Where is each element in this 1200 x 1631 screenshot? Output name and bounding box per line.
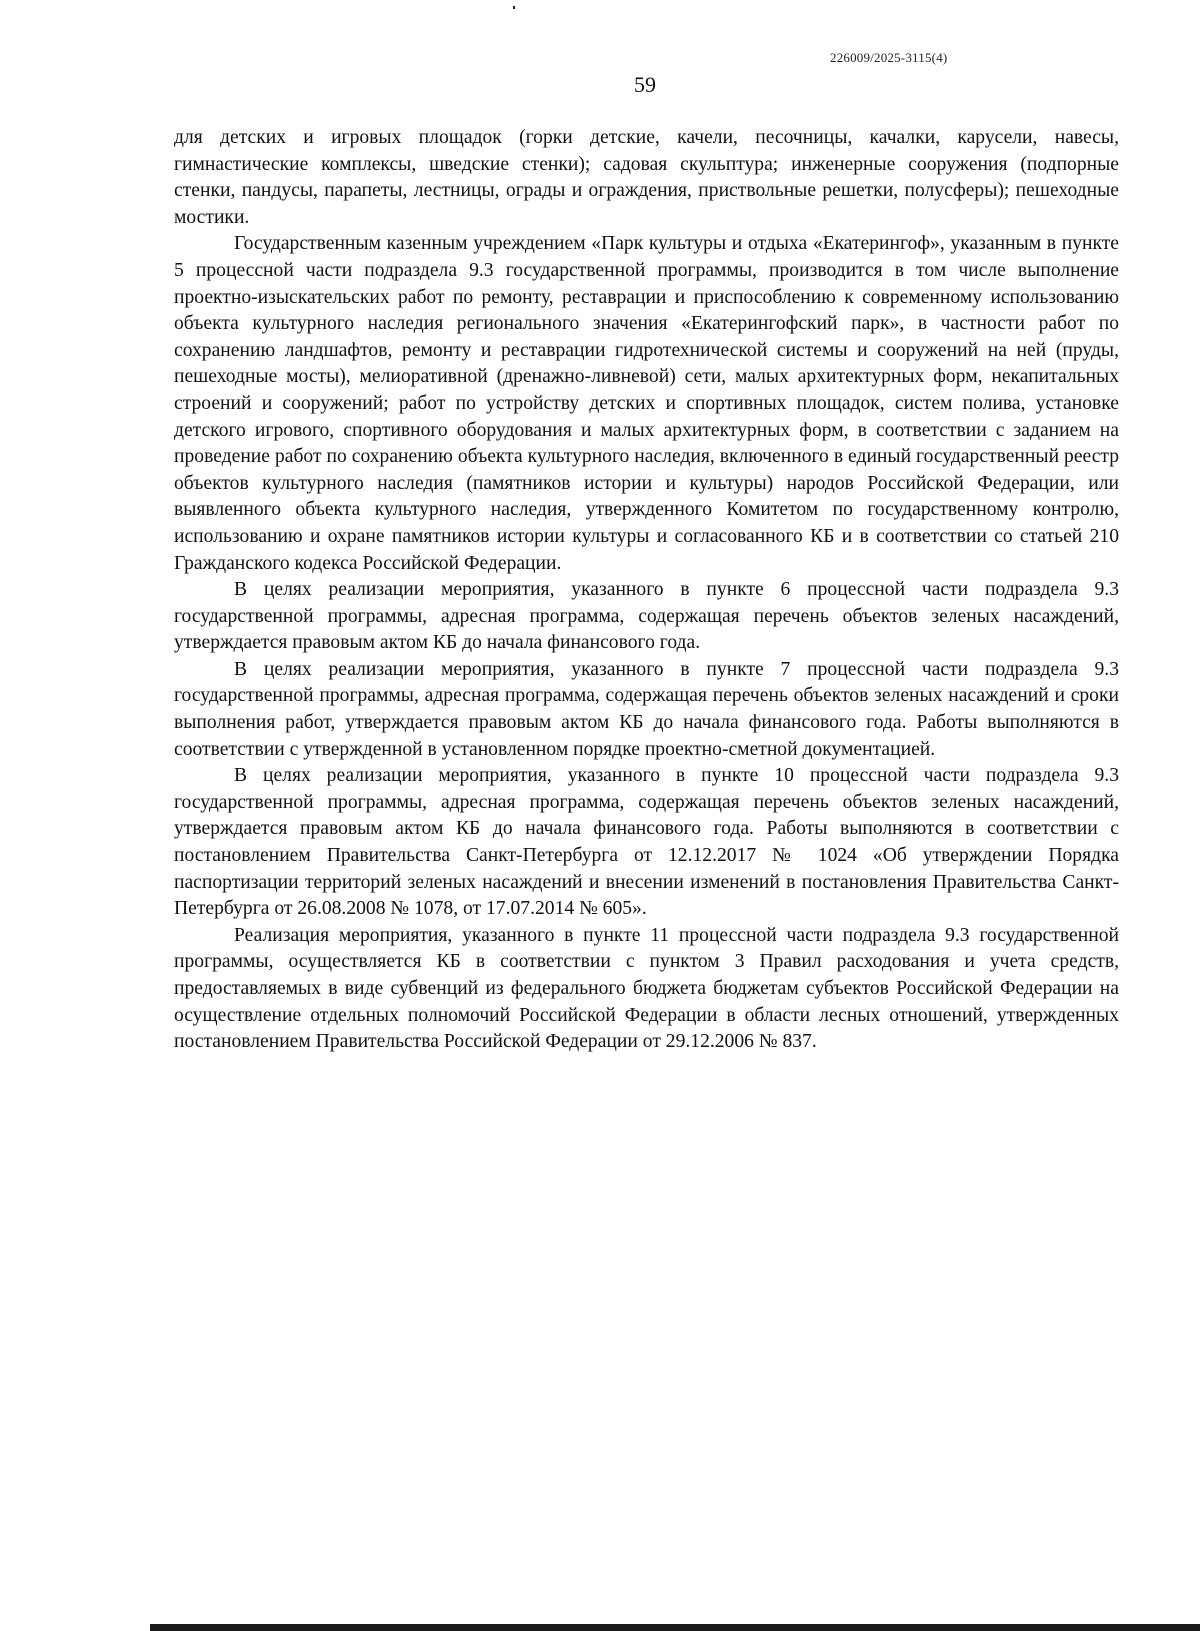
document-body <box>174 125 1119 1056</box>
paragraph-item-11: Реализация мероприятия, указанного в пункте 11 процессной части подраздела 9.3 государственной программы, осуществляется КБ в соответствии с пунктом 3 Правил расходования и учета средств, предоставляемых в виде субвенций из федерального бюджета бюджетам субъектов Российской Федерации на осуществление отдельных полномочий Российской Федерации в области лесных отношений, утвержденных постановлением Правительства Российской Федерации от 29.12.2006 № 837. <box>174 924 1119 1053</box>
scan-artifact-mark <box>513 6 515 9</box>
paragraph-ekateringof-park: Государственным казенным учреждением «Парк культуры и отдыха «Екатерингоф», указанным в пункте 5 процессной части подраздела 9.3 государственной программы, производится в том числе выполнение проектно-изыскательских работ по ремонту, реставрации и приспособлению к современному использованию объекта культурного наследия регионального значения «Екатерингофский парк», в частности работ по сохранению ландшафтов, ремонту и реставрации гидротехнической системы и сооружений на ней (пруды, пешеходные мосты), мелиоративной (дренажно-ливневой) сети, малых архитектурных форм, некапитальных строений и сооружений; работ по устройству детских и спортивных площадок, систем полива, установке детского игрового, спортивного оборудования и малых архитектурных форм, в соответствии с заданием на проведение работ по сохранению объекта культурного наследия, включенного в единый государственный реестр объектов культурного наследия (памятников истории и культуры) народов Российской Федерации, или выявленного объекта культурного наследия, утвержденного Комитетом по государственному контролю, использованию и охране памятников истории культуры и согласованного КБ и в соответствии со статьей 210 Гражданского кодекса Российской Федерации. <box>174 233 1119 574</box>
paragraph-item-6: В целях реализации мероприятия, указанного в пункте 6 процессной части подраздела 9.3 государственной программы, адресная программа, содержащая перечень объектов зеленых насаждений, утверждается правовым актом КБ до начала финансового года. <box>174 579 1119 654</box>
scan-bottom-edge <box>150 1624 1200 1631</box>
page-number: 59 <box>634 72 656 97</box>
paragraph-item-7: В целях реализации мероприятия, указанного в пункте 7 процессной части подраздела 9.3 государственной программы, адресная программа, содержащая перечень объектов зеленых насаждений и сроки выполнения работ, утверждается правовым актом КБ до начала финансового года. Работы выполняются в соответствии с утвержденной в установленном порядке проектно-сметной документацией. <box>174 658 1119 760</box>
paragraph-item-10: В целях реализации мероприятия, указанного в пункте 10 процессной части подраздела 9.3 государственной программы, адресная программа, содержащая перечень объектов зеленых насаждений, утверждается правовым актом КБ до начала финансового года. Работы выполняются в соответствии с постановлением Правительства Санкт-Петербурга от 12.12.2017 № 1024 «Об утверждении Порядка паспортизации территорий зеленых насаждений и внесении изменений в постановления Правительства Санкт-Петербурга от 26.08.2008 № 1078, от 17.07.2014 № 605». <box>174 765 1119 920</box>
paragraph-continuation: для детских и игровых площадок (горки детские, качели, песочницы, качалки, карусели, навесы, гимнастические комплексы, шведские стенки); садовая скульптура; инженерные сооружения (подпорные стенки, пандусы, парапеты, лестницы, ограды и ограждения, приствольные решетки, полусферы); пешеходные мостики. <box>174 127 1119 228</box>
document-id: 226009/2025-3115(4) <box>830 50 948 65</box>
